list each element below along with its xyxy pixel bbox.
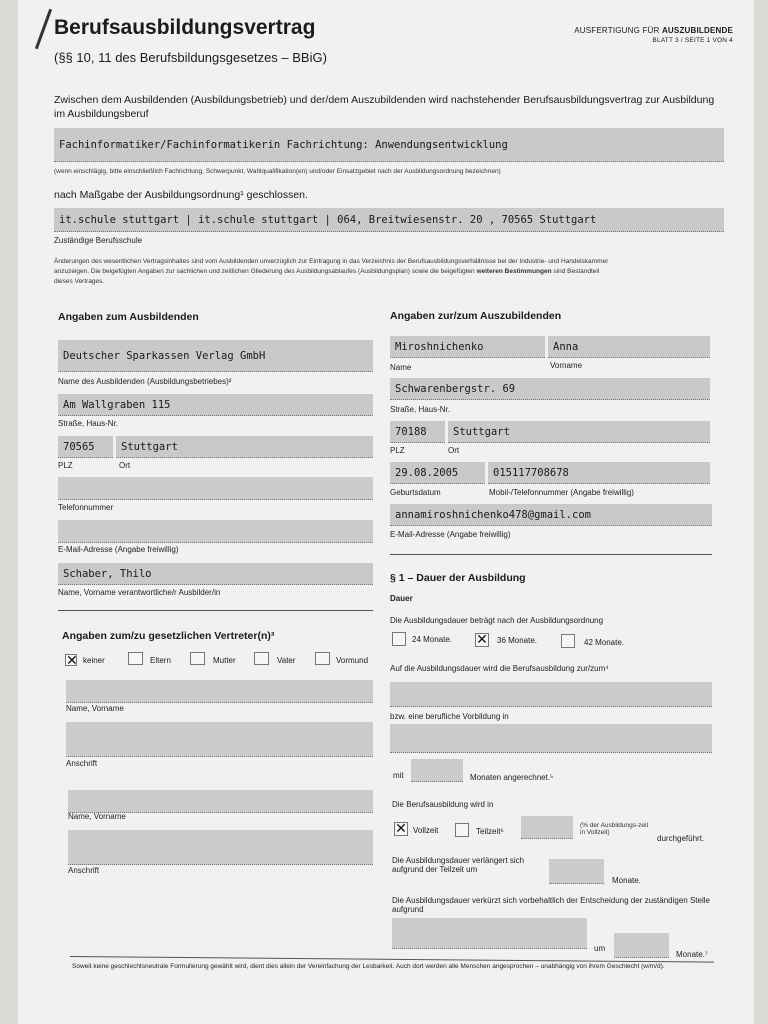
vorbildung-text: bzw. eine berufliche Vorbildung in	[390, 712, 509, 721]
verlaengert-monate-text: Monate.	[612, 876, 641, 885]
azubi-ort-field[interactable]: Stuttgart	[448, 421, 710, 443]
vertreter-vormund-label: Vormund	[336, 656, 369, 665]
ausbildender-heading: Angaben zum Ausbildenden	[58, 311, 199, 323]
vertreter-eltern-label: Eltern	[150, 656, 171, 665]
azubi-ort-label: Ort	[448, 446, 460, 455]
beruf-hint: (wenn einschlägig, bitte einschließlich Fachrichtung, Schwerpunkt, Wahlqualifikation(en) und/oder Einsatzgebiet nach der Ausbildungsordnung bezeichnen)	[54, 168, 501, 175]
mit-text: mit	[393, 771, 404, 780]
vertreter-vormund-checkbox[interactable]	[315, 652, 330, 665]
ausfertigung-note: AUSFERTIGUNG FÜR AUSZUBILDENDE	[574, 26, 733, 35]
vertreter-eltern-checkbox[interactable]	[128, 652, 143, 665]
azubi-mobil-field[interactable]: 015117708678	[488, 462, 710, 484]
verlaengert-text: Die Ausbildungsdauer verlängert sich aufgrund der Teilzeit um	[392, 856, 525, 874]
anrechnung-monate-field[interactable]	[411, 759, 463, 782]
teilzeit-prozent-field[interactable]	[521, 816, 573, 839]
ausbildender-name-label: Name des Ausbildenden (Ausbildungsbetriebes)²	[58, 377, 232, 386]
document-page	[18, 0, 754, 1024]
berufsschule-label: Zuständige Berufsschule	[54, 236, 143, 245]
vertreter1-anschrift-field[interactable]	[66, 722, 373, 757]
um-text: um	[594, 944, 606, 953]
pen-mark	[35, 9, 52, 49]
vertreter-mutter-label: Mutter	[213, 656, 236, 665]
ausbildender-email-field[interactable]	[58, 520, 373, 543]
dauer-text: Die Ausbildungsdauer beträgt nach der Ausbildungsordnung	[390, 616, 604, 625]
verlaengert-monate-field[interactable]	[549, 859, 604, 884]
vertreter2-anschrift-label: Anschrift	[68, 866, 100, 875]
vertreter-vater-label: Vater	[277, 656, 296, 665]
vertreter-heading: Angaben zum/zu gesetzlichen Vertreter(n)³	[62, 630, 275, 642]
dauer-heading: § 1 – Dauer der Ausbildung	[390, 572, 526, 584]
dauer-36-label: 36 Monate.	[497, 636, 538, 645]
ausbildender-plz-label: PLZ	[58, 461, 73, 470]
vertreter2-name-label: Name, Vorname	[68, 812, 126, 821]
vertreter-mutter-checkbox[interactable]	[190, 652, 205, 665]
vertreter-keiner-checkbox[interactable]: ✕	[66, 652, 78, 668]
vollzeit-checkbox[interactable]: ✕	[395, 820, 407, 836]
ausbildender-ort-field[interactable]: Stuttgart	[116, 436, 373, 458]
ausbildender-ort-label: Ort	[119, 461, 131, 470]
verkuerzt-grund-field[interactable]	[392, 918, 587, 949]
ausbilder-name-field[interactable]: Schaber, Thilo	[58, 563, 373, 585]
vorbildung-field[interactable]	[390, 724, 712, 753]
ausbildungsberuf-field[interactable]: Fachinformatiker/Fachinformatikerin Fachrichtung: Anwendungsentwicklung	[54, 128, 724, 162]
azubi-email-label: E-Mail-Adresse (Angabe freiwillig)	[390, 530, 511, 539]
wird-in-text: Die Berufsausbildung wird in	[392, 800, 494, 809]
vertreter1-anschrift-label: Anschrift	[66, 759, 98, 768]
dauer-24-label: 24 Monate.	[412, 635, 453, 644]
azubi-geburtsdatum-label: Geburtsdatum	[390, 488, 441, 497]
verkuerzt-monate-field[interactable]	[614, 933, 669, 958]
vertreter1-name-field[interactable]	[66, 680, 373, 703]
prozent-hint: (% der Ausbildungs-zeit in Vollzeit)	[580, 822, 649, 836]
azubi-strasse-label: Straße, Haus-Nr.	[390, 405, 451, 414]
ausbildender-name-field[interactable]: Deutscher Sparkassen Verlag GmbH	[58, 340, 373, 372]
vertreter-keiner-label: keiner	[83, 656, 105, 665]
verkuerzt-monate-text: Monate.⁷	[676, 950, 708, 959]
ausbilder-name-label: Name, Vorname verantwortliche/r Ausbilder/in	[58, 588, 221, 597]
footer-note: Soweit keine geschlechtsneutrale Formulierung gewählt wird, dient dies allein der Vereinfachung der Lesbarkeit. Auch dort werden alle Menschen angesprochen – unabhängig von ihrem Geschlecht (w/m/d).	[72, 963, 665, 970]
azubi-vorname-label: Vorname	[550, 361, 583, 370]
intro-text: Zwischen dem Ausbildenden (Ausbildungsbetrieb) und der/dem Auszubildenden wird nachstehender Berufsausbildungsvertrag zur Ausbildung im Ausbildungsberuf	[54, 94, 715, 120]
anrechnung-text: Auf die Ausbildungsdauer wird die Berufsausbildung zur/zum⁴	[390, 664, 609, 673]
divider	[390, 554, 712, 555]
azubi-name-label: Name	[390, 363, 412, 372]
ausbildender-telefon-label: Telefonnummer	[58, 503, 114, 512]
vertreter2-name-field[interactable]	[68, 790, 373, 813]
dauer-24-checkbox[interactable]	[392, 632, 406, 646]
teilzeit-label: Teilzeit⁶	[476, 827, 504, 836]
ausbildender-email-label: E-Mail-Adresse (Angabe freiwillig)	[58, 545, 179, 554]
dauer-subheading: Dauer	[390, 594, 413, 603]
azubi-email-field[interactable]: annamiroshnichenko478@gmail.com	[390, 504, 712, 526]
durchgefuehrt-text: durchgeführt.	[657, 834, 705, 843]
vollzeit-label: Vollzeit	[413, 826, 439, 835]
azubi-mobil-label: Mobil-/Telefonnummer (Angabe freiwillig)	[489, 488, 634, 497]
azubi-name-field[interactable]: Miroshnichenko	[390, 336, 545, 358]
azubi-vorname-field[interactable]: Anna	[548, 336, 710, 358]
document-subtitle: (§§ 10, 11 des Berufsbildungsgesetzes – BBiG)	[54, 50, 327, 65]
document-title: Berufsausbildungsvertrag	[54, 16, 316, 39]
teilzeit-checkbox[interactable]	[455, 823, 469, 837]
ausbildender-strasse-label: Straße, Haus-Nr.	[58, 419, 119, 428]
vertreter-vater-checkbox[interactable]	[254, 652, 269, 665]
vertreter2-anschrift-field[interactable]	[68, 830, 373, 865]
ausbildender-strasse-field[interactable]: Am Wallgraben 115	[58, 394, 373, 416]
dauer-36-checkbox[interactable]: ✕	[476, 631, 488, 647]
vertreter1-name-label: Name, Vorname	[66, 704, 124, 713]
azubi-geburtsdatum-field[interactable]: 29.08.2005	[390, 462, 485, 484]
azubi-plz-label: PLZ	[390, 446, 405, 455]
ausbildender-plz-field[interactable]: 70565	[58, 436, 113, 458]
ausbildender-telefon-field[interactable]	[58, 477, 373, 500]
massgabe-text: nach Maßgabe der Ausbildungsordnung¹ geschlossen.	[54, 189, 308, 201]
dauer-42-checkbox[interactable]	[561, 634, 575, 648]
dauer-42-label: 42 Monate.	[584, 638, 625, 647]
anrechnung-field[interactable]	[390, 682, 712, 707]
auszubildender-heading: Angaben zur/zum Auszubildenden	[390, 310, 562, 322]
blatt-note: BLATT 3 / SEITE 1 VON 4	[652, 37, 733, 44]
azubi-strasse-field[interactable]: Schwarenbergstr. 69	[390, 378, 710, 400]
divider	[58, 610, 373, 611]
azubi-plz-field[interactable]: 70188	[390, 421, 445, 443]
berufsschule-field[interactable]: it.schule stuttgart | it.schule stuttgart | 064, Breitwiesenstr. 20 , 70565 Stuttgart	[54, 208, 724, 232]
monaten-angerechnet-text: Monaten angerechnet.⁵	[470, 773, 554, 782]
aenderungen-text: Änderungen des wesentlichen Vertragsinhaltes sind vom Ausbildenden unverzüglich zur Eintragung in das Verzeichnis der Berufsausbildungsverhältnisse bei der Industrie- und Handelskammer anzuzeigen. Die beigefügten Angaben zur sachlichen und zeitlichen Gliederung des Ausbildungsablaufes (Ausbildungsplan) sowie die beigefügten weiteren Bestimmungen sind Bestandteil dieses Vertrages.	[54, 258, 609, 285]
verkuerzt-text: Die Ausbildungsdauer verkürzt sich vorbehaltlich der Entscheidung der zuständigen Stelle aufgrund	[392, 896, 710, 914]
